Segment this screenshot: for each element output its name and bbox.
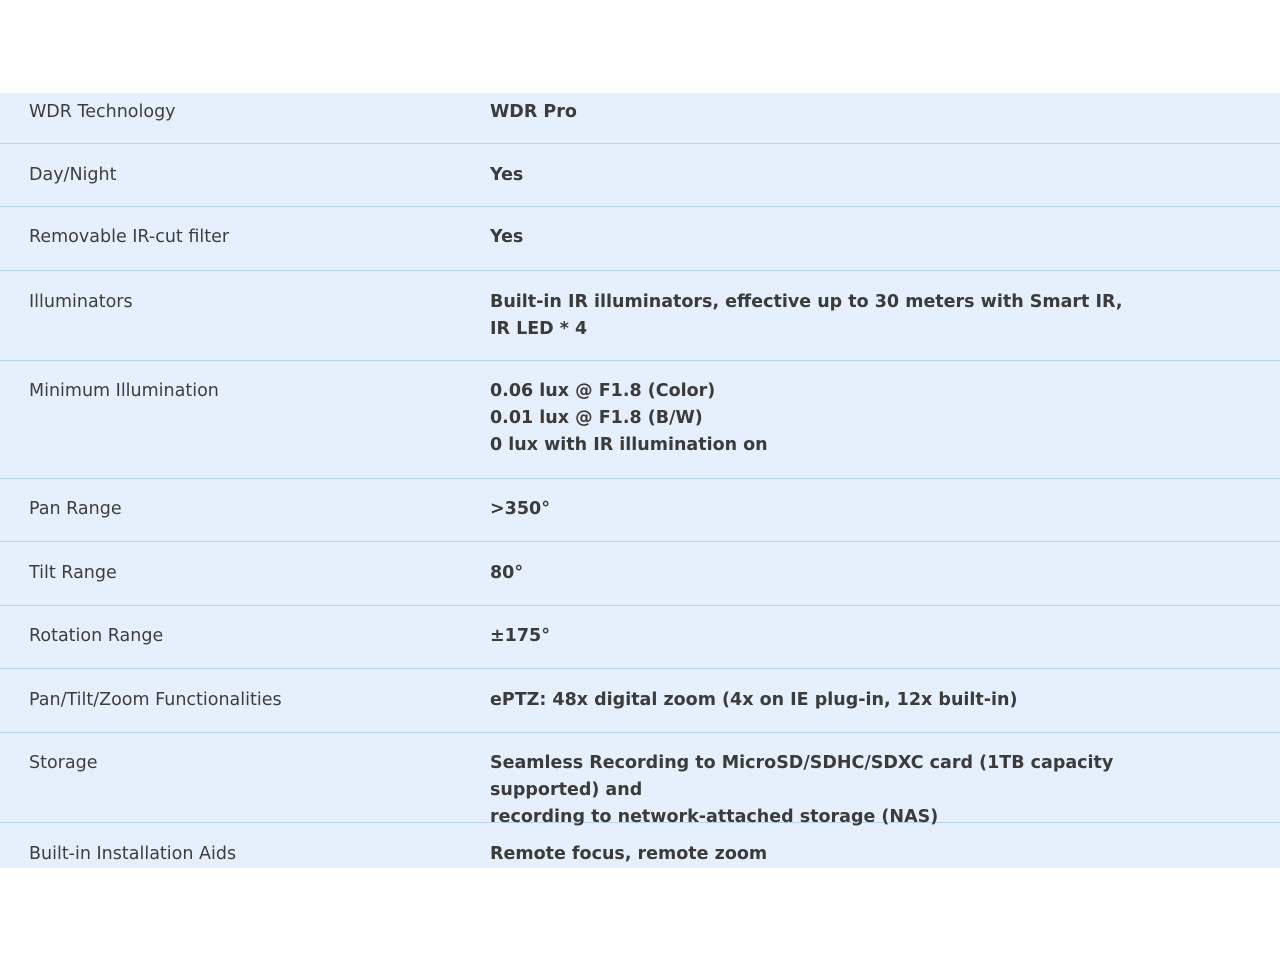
spec-row-illuminators — [0, 271, 1280, 361]
spec-value — [490, 289, 1280, 360]
spec-row-rotation-range — [0, 606, 1280, 669]
spec-value-line: WDR Pro — [490, 102, 577, 122]
spec-value — [490, 162, 1280, 206]
spec-value-line: Remote focus, remote zoom — [490, 844, 768, 864]
spec-value — [490, 99, 1280, 143]
spec-label: WDR Technology — [29, 102, 176, 122]
spec-label: Built-in Installation Aids — [29, 844, 237, 864]
spec-row-ir-cut-filter — [0, 207, 1280, 271]
spec-value-line: 0.06 lux @ F1.8 (Color) — [490, 381, 716, 401]
spec-value-line: Seamless Recording to MicroSD/SDHC/SDXC card (1TB capacity supported) and — [490, 753, 1114, 800]
spec-row-minimum-illumination — [0, 361, 1280, 479]
spec-value — [490, 841, 1280, 868]
spec-value-line: ePTZ: 48x digital zoom (4x on IE plug-in, 12x built-in) — [490, 690, 1018, 710]
spec-value-line: IR LED * 4 — [490, 319, 588, 339]
spec-value-line: ±175° — [490, 626, 550, 646]
spec-value — [490, 623, 1280, 668]
spec-label: Removable IR-cut filter — [29, 227, 230, 247]
spec-value — [490, 224, 1280, 270]
spec-value-line: Yes — [490, 165, 524, 185]
spec-row-pan-range — [0, 479, 1280, 542]
spec-label: Pan Range — [29, 499, 122, 519]
spec-value-line: recording to network-attached storage (NAS) — [490, 807, 939, 827]
spec-value-line: >350° — [490, 499, 550, 519]
spec-row-ptz-functionalities — [0, 669, 1280, 733]
spec-value — [490, 378, 1280, 478]
specifications-table — [0, 93, 1280, 868]
spec-label: Day/Night — [29, 165, 117, 185]
spec-row-day-night — [0, 144, 1280, 207]
spec-row-wdr-technology — [0, 93, 1280, 144]
spec-label: Minimum Illumination — [29, 381, 219, 401]
spec-value-line: 0.01 lux @ F1.8 (B/W) — [490, 408, 703, 428]
spec-label: Rotation Range — [29, 626, 164, 646]
spec-value — [490, 750, 1280, 827]
spec-row-tilt-range — [0, 542, 1280, 606]
spec-label: Pan/Tilt/Zoom Functionalities — [29, 690, 282, 710]
spec-value-line: 0 lux with IR illumination on — [490, 435, 768, 455]
spec-value-line: Yes — [490, 227, 524, 247]
spec-value — [490, 496, 1280, 541]
spec-value — [490, 560, 1280, 605]
spec-row-storage — [0, 733, 1280, 827]
spec-value-line: 80° — [490, 563, 524, 583]
spec-value — [490, 687, 1280, 732]
spec-value-line: Built-in IR illuminators, effective up to 30 meters with Smart IR, — [490, 292, 1123, 312]
spec-label: Illuminators — [29, 292, 133, 312]
spec-label: Storage — [29, 753, 98, 773]
spec-label: Tilt Range — [29, 563, 117, 583]
